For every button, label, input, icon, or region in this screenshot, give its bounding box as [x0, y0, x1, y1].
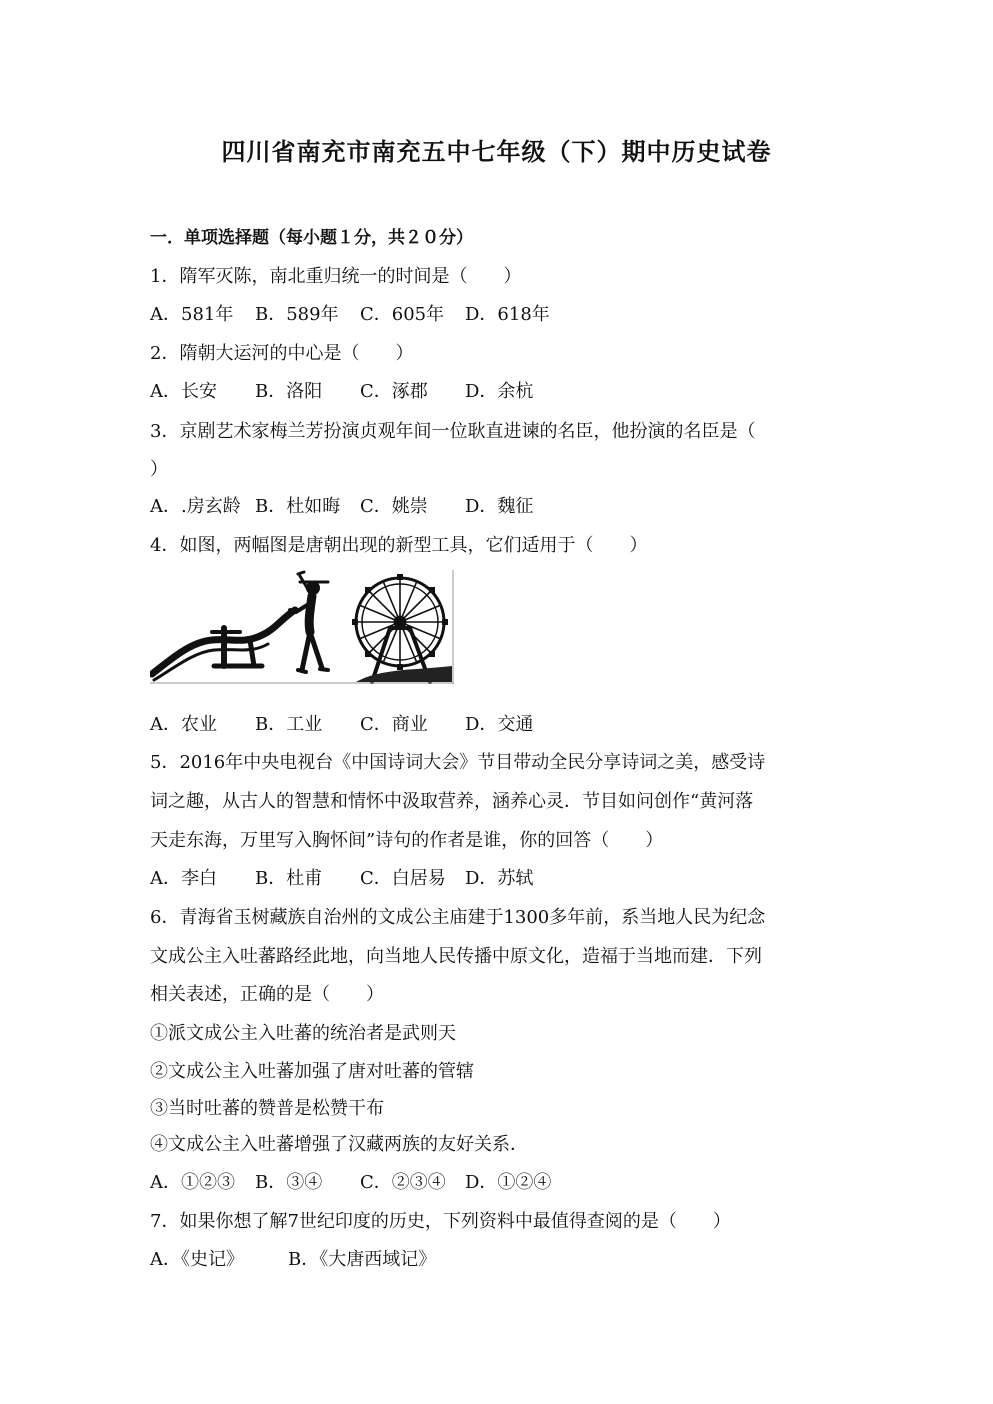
option-b: B．杜甫 — [255, 868, 323, 889]
question-1-options — [150, 303, 850, 327]
question-5-options — [150, 867, 850, 891]
option-c: C．白居易 — [360, 868, 446, 889]
question-6-item-4: ④文成公主入吐蕃增强了汉藏两族的友好关系． — [150, 1134, 528, 1155]
option-b: B．③④ — [255, 1172, 323, 1193]
page-title: 四川省南充市南充五中七年级（下）期中历史试卷 — [221, 138, 772, 166]
water-wheel-illustration — [352, 574, 452, 682]
question-3-stem-line1: 3．京剧艺术家梅兰芳扮演贞观年间一位耿直进谏的名臣，他扮演的名臣是（ — [150, 421, 756, 442]
option-a: A．农业 — [150, 714, 217, 735]
question-6-item-1: ①派文成公主入吐蕃的统治者是武则天 — [150, 1023, 456, 1044]
question-6-line1: 6．青海省玉树藏族自治州的文成公主庙建于1300多年前，系当地人民为纪念 — [150, 907, 766, 928]
question-6-line2: 文成公主入吐蕃路经此地，向当地人民传播中原文化，造福于当地而建．下列 — [150, 946, 762, 967]
option-c: C．605年 — [360, 304, 445, 325]
option-a: A．.房玄龄 — [150, 496, 241, 517]
option-d: D．交通 — [465, 714, 534, 735]
question-6-options — [150, 1171, 850, 1195]
option-b: B．589年 — [255, 304, 339, 325]
option-d: D．余杭 — [465, 381, 534, 402]
question-6-item-3: ③当时吐蕃的赞普是松赞干布 — [150, 1098, 384, 1119]
tools-figure — [150, 570, 454, 684]
question-7-stem: 7．如果你想了解7世纪印度的历史，下列资料中最值得查阅的是（ ） — [150, 1211, 731, 1232]
curved-plow-illustration — [152, 572, 328, 680]
option-a: A．李白 — [150, 868, 217, 889]
question-3-stem-line2: ） — [150, 459, 168, 480]
question-4-stem: 4．如图，两幅图是唐朝出现的新型工具，它们适用于（ ） — [150, 535, 648, 556]
option-c: C．涿郡 — [360, 381, 428, 402]
question-6-line3: 相关表述，正确的是（ ） — [150, 984, 384, 1005]
option-b: B．杜如晦 — [255, 496, 341, 517]
option-d: D．苏轼 — [465, 868, 534, 889]
option-c: C．②③④ — [360, 1172, 446, 1193]
question-5-line3: 天走东海，万里写入胸怀间”诗句的作者是谁，你的回答（ ） — [150, 830, 664, 851]
question-6-item-2: ②文成公主入吐蕃加强了唐对吐蕃的管辖 — [150, 1061, 474, 1082]
option-b: B．洛阳 — [255, 381, 323, 402]
question-4-options — [150, 713, 850, 737]
option-d: D．魏征 — [465, 496, 534, 517]
option-c: C．商业 — [360, 714, 428, 735]
question-3-options — [150, 495, 850, 519]
tools-figure-svg — [150, 570, 454, 684]
section-heading: 一．单项选择题（每小题１分，共２０分） — [150, 228, 473, 248]
question-2-stem: 2．隋朝大运河的中心是（ ） — [150, 343, 414, 364]
option-a: A．《史记》 — [150, 1249, 244, 1270]
option-a: A．①②③ — [150, 1172, 235, 1193]
option-d: D．①②④ — [465, 1172, 552, 1193]
option-a: A．581年 — [150, 304, 234, 325]
question-2-options — [150, 380, 850, 404]
question-1-stem: 1．隋军灭陈，南北重归统一的时间是（ ） — [150, 266, 522, 287]
question-5-line1: 5．2016年中央电视台《中国诗词大会》节目带动全民分享诗词之美，感受诗 — [150, 752, 766, 773]
option-b: B．工业 — [255, 714, 323, 735]
option-a: A．长安 — [150, 381, 217, 402]
option-c: C．姚崇 — [360, 496, 428, 517]
option-b: B．《大唐西域记》 — [288, 1249, 437, 1270]
option-d: D．618年 — [465, 304, 550, 325]
question-7-options — [150, 1248, 850, 1272]
question-5-line2: 词之趣，从古人的智慧和情怀中汲取营养，涵养心灵．节目如问创作“黄河落 — [150, 791, 754, 812]
